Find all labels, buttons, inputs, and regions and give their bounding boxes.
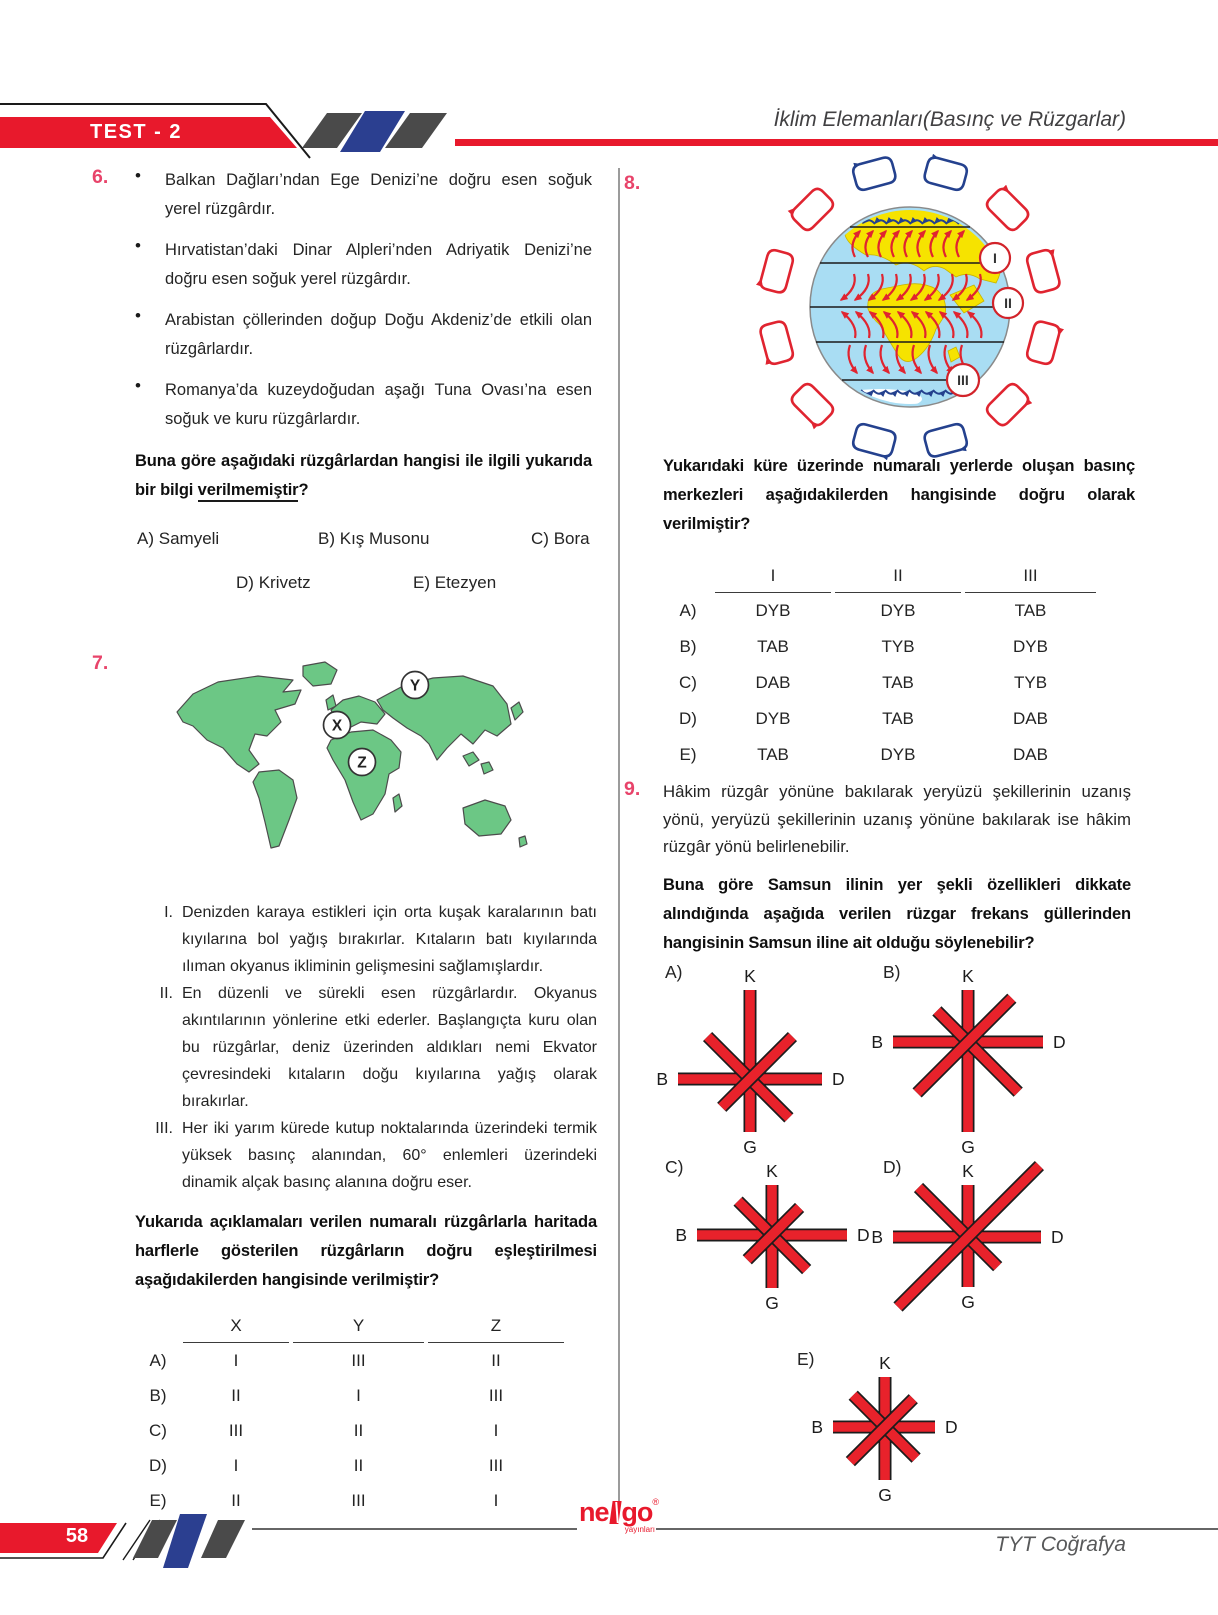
compass-label: G bbox=[878, 1485, 892, 1505]
japan bbox=[511, 702, 523, 720]
bullet-item bbox=[135, 306, 592, 363]
table-cell: II bbox=[231, 1386, 241, 1405]
question-stem: Yukarıda açıklamaları verilen numaralı rüzgârlarla haritada harflerle gösterilen rüzgârların doğru eşleştirilmesi aşağıdakilerden hangisinde verilmiştir? bbox=[135, 1213, 597, 1289]
column-header: Z bbox=[426, 1315, 566, 1343]
option-d: D) Krivetz bbox=[236, 573, 311, 592]
globe-circulation-diagram bbox=[740, 147, 1100, 477]
table-cell: II bbox=[353, 1421, 364, 1440]
row-label: D) bbox=[679, 709, 697, 728]
bullet-text: Arabistan çöllerinden doğup Doğu Akdeniz’de etkili olan rüzgârlardır. bbox=[165, 311, 592, 358]
rose-option-e-label: E) bbox=[797, 1349, 815, 1369]
stem-text: ? bbox=[298, 481, 309, 499]
bullet-icon bbox=[135, 166, 165, 223]
question-number: 8. bbox=[624, 172, 641, 194]
bullet-icon bbox=[135, 236, 165, 293]
table-cell: II bbox=[231, 1491, 241, 1510]
rose-option-c-label: C) bbox=[665, 1157, 684, 1177]
compass-label: G bbox=[961, 1292, 975, 1312]
circulation-cell bbox=[1026, 249, 1061, 294]
table-cell: DYB bbox=[1013, 637, 1048, 656]
page-number: 58 bbox=[65, 1525, 89, 1547]
table-cell: III bbox=[488, 1386, 504, 1405]
compass-label: K bbox=[879, 1353, 891, 1373]
option-e: E) Etezyen bbox=[413, 573, 497, 592]
column-header: II bbox=[833, 565, 963, 593]
table-corner bbox=[135, 1315, 181, 1343]
row-label: A) bbox=[149, 1351, 167, 1370]
compass-label: D bbox=[945, 1417, 958, 1437]
row-label: C) bbox=[679, 673, 697, 692]
course-title: TYT Coğrafya bbox=[995, 1533, 1126, 1556]
globe-marker-2: II bbox=[1004, 295, 1012, 311]
table-cell: III bbox=[228, 1421, 244, 1440]
question-intro: Hâkim rüzgâr yönüne bakılarak yeryüzü şekillerinin uzanış yönü, yeryüzü şekillerinin uzanış yönüne bakılarak ise hâkim rüzgâr yönü belirlenebilir. bbox=[663, 782, 1131, 856]
row-label: D) bbox=[149, 1456, 167, 1475]
table-cell: I bbox=[356, 1386, 361, 1405]
map-marker-y: Y bbox=[409, 677, 421, 695]
statement-1 bbox=[135, 899, 597, 980]
table-cell: TAB bbox=[757, 745, 789, 764]
globe-marker-1: I bbox=[993, 250, 997, 266]
question-stem bbox=[135, 447, 592, 505]
stem-underlined-word: verilmemiştir bbox=[198, 481, 299, 502]
row-label: B) bbox=[149, 1386, 167, 1405]
greenland bbox=[303, 662, 337, 686]
southeast-asia-island bbox=[463, 752, 479, 766]
globe-marker-3: III bbox=[957, 372, 969, 388]
circulation-cell bbox=[759, 320, 794, 365]
roman-numeral: II. bbox=[159, 985, 173, 1002]
statement-3 bbox=[135, 1115, 597, 1196]
rose-option-b-label: B) bbox=[883, 962, 901, 982]
compass-label: D bbox=[832, 1069, 845, 1089]
circulation-cell bbox=[984, 186, 1031, 233]
table-cell: TAB bbox=[1014, 601, 1047, 620]
column-divider bbox=[618, 168, 620, 1502]
book-icon bbox=[609, 1501, 621, 1524]
table-cell: III bbox=[488, 1456, 504, 1475]
circulation-cell bbox=[789, 381, 836, 428]
table-cell: DYB bbox=[755, 601, 791, 620]
table-cell: TAB bbox=[882, 673, 914, 692]
statement-text: Her iki yarım kürede kutup noktalarında üzerindeki termik yüksek basınç alanından, 60° enlemleri üzerindeki dinamik alçak basınç alanına doğru eser. bbox=[182, 1120, 597, 1191]
circulation-cell bbox=[984, 381, 1031, 428]
compass-label: D bbox=[1051, 1227, 1064, 1247]
compass-label: B bbox=[656, 1069, 668, 1089]
row-label: C) bbox=[149, 1421, 167, 1440]
compass-label: D bbox=[1053, 1032, 1066, 1052]
table-cell: TYB bbox=[1013, 673, 1048, 692]
southeast-asia-island bbox=[481, 762, 493, 774]
statement-text: Denizden karaya estikleri için orta kuşak karalarının batı kıyılarına bol yağış bırakırlar. Kıtaların batı kıyılarında ılıman okyanus ikliminin gelişmesini sağlamışlardır. bbox=[182, 904, 597, 975]
question-number: 6. bbox=[92, 166, 109, 188]
compass-label: G bbox=[743, 1137, 757, 1157]
stem-text: Buna göre aşağıdaki rüzgârlardan hangisi ile ilgili yukarıda bir bilgi bbox=[135, 452, 592, 499]
bullet-item bbox=[135, 166, 592, 223]
options-row bbox=[135, 505, 592, 605]
circulation-cell bbox=[1026, 320, 1061, 365]
question-8 bbox=[663, 452, 1135, 773]
question-6 bbox=[92, 166, 592, 605]
numbered-statements bbox=[135, 899, 597, 1196]
table-cell: TYB bbox=[881, 637, 915, 656]
table-cell: DYB bbox=[880, 601, 916, 620]
test-label: TEST - 2 bbox=[89, 121, 182, 143]
table-cell: TAB bbox=[757, 637, 789, 656]
bullet-item bbox=[135, 236, 592, 293]
bullet-text: Hırvatistan’daki Dinar Alpleri’nden Adriyatik Denizi’ne doğru esen soğuk yerel rüzgârdır. bbox=[165, 241, 592, 288]
rose-option-d-label: D) bbox=[883, 1157, 902, 1177]
compass-label: B bbox=[675, 1225, 687, 1245]
table-cell: DYB bbox=[880, 745, 916, 764]
compass-label: K bbox=[962, 1161, 974, 1181]
row-label: E) bbox=[679, 745, 697, 764]
question-number: 7. bbox=[92, 652, 109, 674]
row-label: B) bbox=[679, 637, 697, 656]
world-map bbox=[163, 652, 535, 859]
q8-answer-table bbox=[663, 565, 1135, 773]
table-corner bbox=[663, 565, 713, 593]
table-cell: II bbox=[353, 1456, 364, 1475]
table-cell: DAB bbox=[755, 673, 791, 692]
logo-subtitle: yayınları bbox=[624, 1525, 655, 1534]
circulation-cell bbox=[789, 186, 836, 233]
north-america bbox=[177, 676, 301, 772]
table-cell: I bbox=[493, 1491, 499, 1510]
compass-label: G bbox=[961, 1137, 975, 1157]
question-number: 9. bbox=[624, 778, 641, 800]
table-cell: II bbox=[491, 1351, 501, 1370]
compass-label: B bbox=[871, 1227, 883, 1247]
table-cell: TAB bbox=[882, 709, 914, 728]
table-cell: DYB bbox=[755, 709, 791, 728]
australia bbox=[463, 800, 511, 836]
table-cell: DAB bbox=[1013, 745, 1048, 764]
table-cell: DAB bbox=[1013, 709, 1048, 728]
compass-label: B bbox=[811, 1417, 823, 1437]
table-cell: I bbox=[233, 1351, 239, 1370]
option-b: B) Kış Musonu bbox=[318, 529, 430, 548]
statement-2 bbox=[135, 980, 597, 1115]
column-header: III bbox=[963, 565, 1098, 593]
circulation-cell bbox=[852, 156, 897, 191]
rose-option-a-label: A) bbox=[665, 962, 683, 982]
question-7 bbox=[92, 646, 597, 1518]
table-cell: III bbox=[351, 1491, 366, 1510]
map-marker-z: Z bbox=[357, 754, 367, 772]
registered-mark: ® bbox=[652, 1497, 659, 1507]
row-label: E) bbox=[149, 1491, 167, 1510]
question-stem: Yukarıdaki küre üzerinde numaralı yerlerde oluşan basınç merkezleri aşağıdakilerden hangisinde doğru olarak verilmiştir? bbox=[663, 457, 1135, 533]
map-marker-x: X bbox=[331, 717, 343, 735]
madagascar bbox=[393, 794, 402, 812]
table-cell: I bbox=[233, 1456, 239, 1475]
south-america bbox=[253, 770, 297, 848]
compass-label: K bbox=[744, 966, 756, 986]
column-header: X bbox=[181, 1315, 291, 1343]
option-c: C) Bora bbox=[531, 529, 590, 548]
table-cell: III bbox=[351, 1351, 366, 1370]
logo-text: ne bbox=[579, 1497, 609, 1527]
page-topic: İklim Elemanları(Basınç ve Rüzgarlar) bbox=[773, 108, 1126, 131]
gray-stripe bbox=[201, 1520, 245, 1558]
compass-label: D bbox=[857, 1225, 870, 1245]
new-zealand bbox=[519, 836, 527, 847]
roman-numeral: I. bbox=[164, 904, 173, 921]
row-label: A) bbox=[679, 601, 697, 620]
column-header: I bbox=[713, 565, 833, 593]
question-stem: Buna göre Samsun ilinin yer şekli özellikleri dikkate alındığında aşağıda verilen rüzgar frekans güllerinden hangisinin Samsun iline ait olduğu söylenebilir? bbox=[663, 875, 1131, 952]
roman-numeral: III. bbox=[155, 1120, 173, 1137]
compass-label: B bbox=[871, 1032, 883, 1052]
table-cell: I bbox=[493, 1421, 499, 1440]
bullet-icon bbox=[135, 306, 165, 363]
topic-underline-bar bbox=[455, 139, 1218, 146]
compass-label: G bbox=[765, 1293, 779, 1313]
compass-label: K bbox=[962, 966, 974, 986]
option-a: A) Samyeli bbox=[137, 529, 220, 548]
circulation-cell bbox=[759, 249, 794, 294]
compass-label: K bbox=[766, 1161, 778, 1181]
bullet-text: Romanya’da kuzeydoğudan aşağı Tuna Ovası’na esen soğuk ve kuru rüzgârlardır. bbox=[165, 381, 592, 428]
column-header: Y bbox=[291, 1315, 426, 1343]
logo-text: go bbox=[621, 1497, 653, 1527]
publisher-logo bbox=[579, 1497, 659, 1534]
bullet-item bbox=[135, 376, 592, 433]
statement-text: En düzenli ve sürekli esen rüzgârlardır. Okyanus akıntılarının yönlerine etki ederler. Başlangıçta kuru olan bu rüzgârlar, deniz üzerinden aldıkları nemi Ekvator çevresindeki kıtaların doğu kıyılarına yağış olarak bırakırlar. bbox=[182, 985, 597, 1110]
bullet-icon bbox=[135, 376, 165, 433]
bullet-text: Balkan Dağları’ndan Ege Denizi’ne doğru esen soğuk yerel rüzgârdır. bbox=[165, 171, 592, 218]
circulation-cell bbox=[923, 156, 968, 191]
